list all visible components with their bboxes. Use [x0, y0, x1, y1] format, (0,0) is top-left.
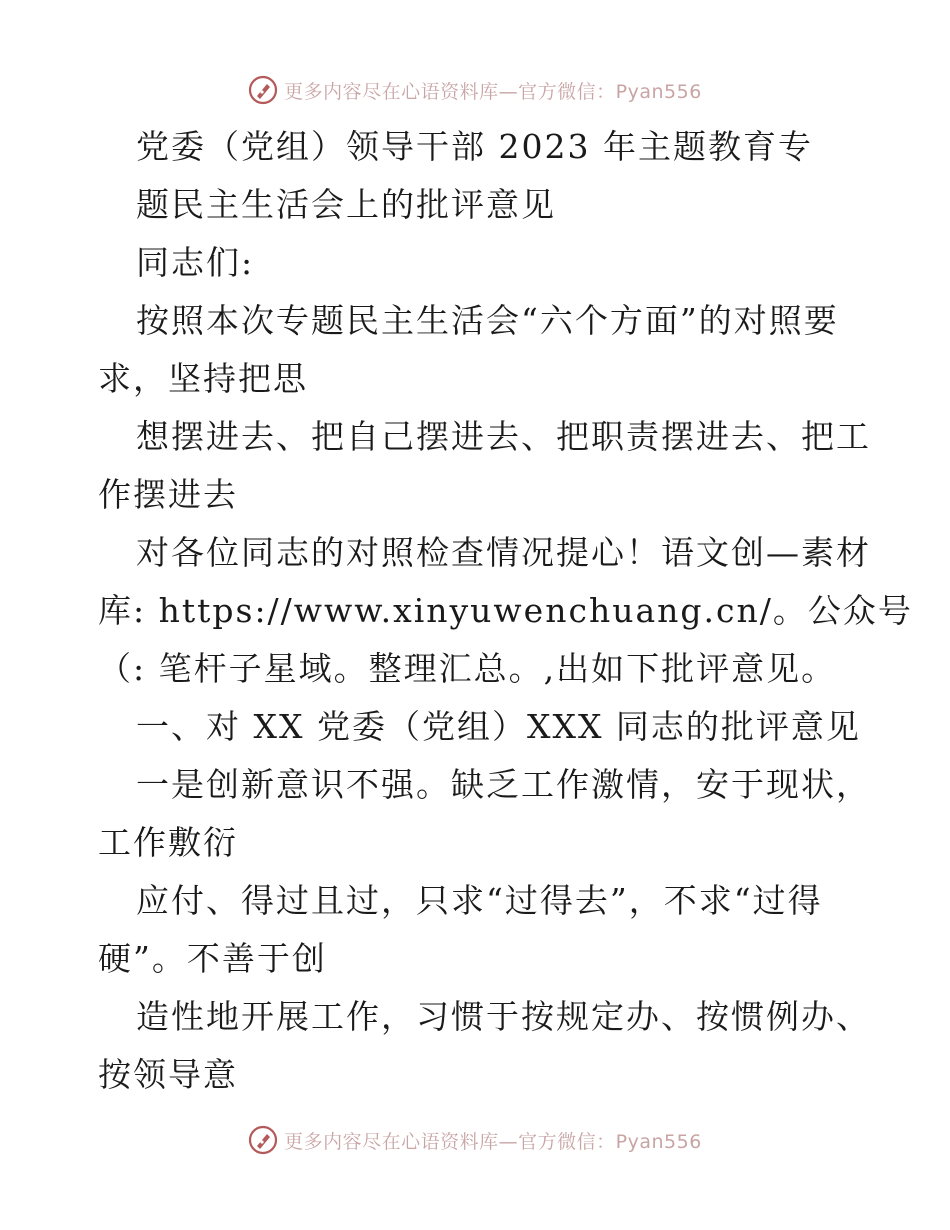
paragraph-line: 硬”。不善于创 [98, 939, 327, 978]
paragraph-line: 按领导意 [98, 1055, 238, 1094]
paragraph-line: 作摆进去 [98, 475, 238, 514]
footer-watermark-text: 更多内容尽在心语资料库—官方微信：Pyan556 [284, 1130, 702, 1153]
paragraph-line: 想摆进去、把自己摆进去、把职责摆进去、把工 [136, 417, 871, 456]
paragraph-line: 对各位同志的对照检查情况提心！语文创—素材 [136, 533, 871, 572]
paragraph-line: 一是创新意识不强。缺乏工作激情，安于现状， [136, 765, 871, 804]
salutation: 同志们: [136, 243, 255, 282]
pen-nib-seal-icon [248, 75, 278, 105]
paragraph-line: 造性地开展工作，习惯于按规定办、按惯例办、 [136, 997, 871, 1036]
header-watermark [0, 70, 950, 110]
section-heading: 一、对 XX 党委（党组）XXX 同志的批评意见 [136, 707, 861, 746]
paragraph-line: 求，坚持把思 [98, 359, 308, 398]
doc-title-line-2: 题民主生活会上的批评意见 [136, 185, 556, 224]
paragraph-line: 工作敷衍 [98, 823, 238, 862]
document-body [98, 118, 913, 1104]
paragraph-line: 应付、得过且过，只求“过得去”，不求“过得 [136, 881, 823, 920]
doc-title-line-1: 党委（党组）领导干部 2023 年主题教育专 [136, 127, 813, 166]
paragraph-line: 库: https://www.xinyuwenchuang.cn/。公众号 [98, 591, 913, 630]
header-watermark-text: 更多内容尽在心语资料库—官方微信：Pyan556 [284, 80, 702, 103]
paragraph-line: 按照本次专题民主生活会“六个方面”的对照要 [136, 301, 839, 340]
paragraph-line: （: 笔杆子星域。整理汇总。,出如下批评意见。 [98, 649, 837, 688]
pen-nib-seal-icon [248, 1125, 278, 1155]
footer-watermark [0, 1120, 950, 1160]
